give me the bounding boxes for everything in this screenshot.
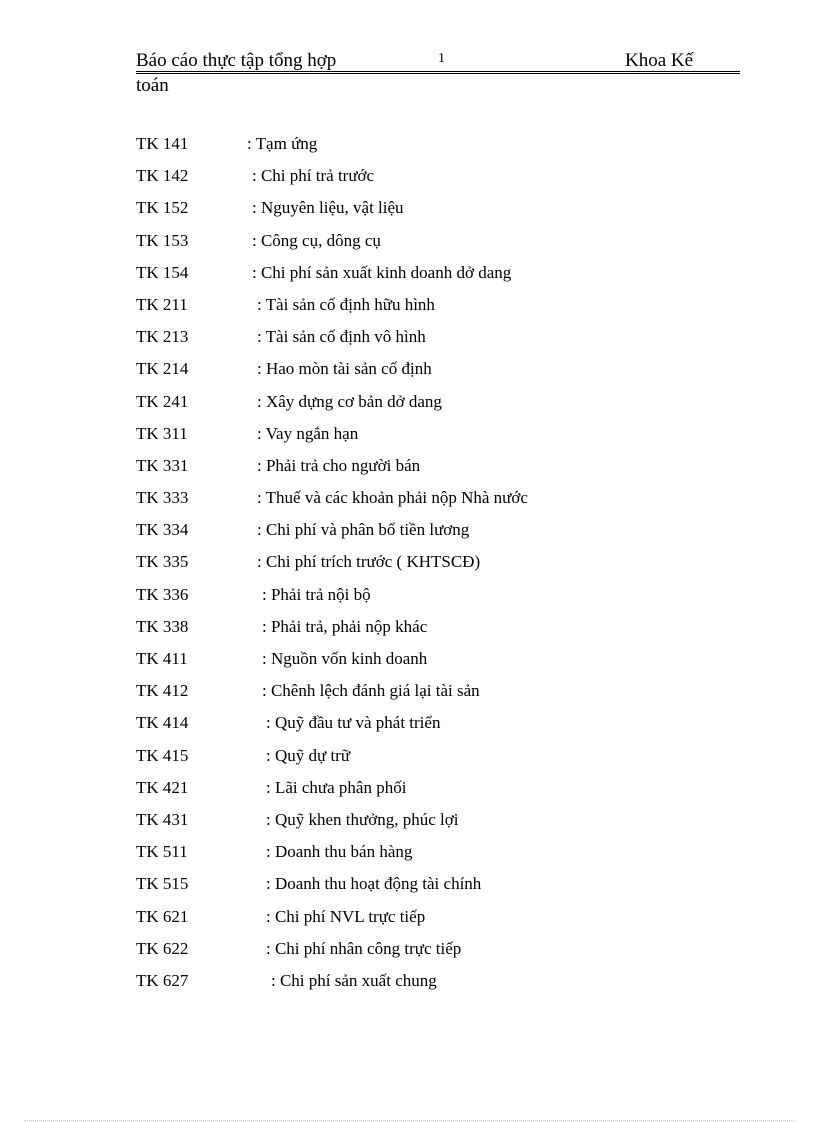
account-description: : Chi phí nhân công trực tiếp	[266, 938, 462, 958]
account-code: TK 622	[136, 938, 189, 958]
account-description: : Chi phí và phân bổ tiền lương	[257, 520, 470, 540]
account-code: TK 331	[136, 455, 189, 475]
account-description: : Doanh thu hoạt động tài chính	[266, 874, 482, 894]
account-code: TK 515	[136, 874, 189, 894]
account-description: : Chi phí sản xuất chung	[271, 970, 437, 990]
account-description: : Tài sản cố định vô hình	[257, 327, 426, 347]
account-code: TK 154	[136, 262, 189, 282]
account-code: TK 338	[136, 616, 189, 636]
report-title: Báo cáo thực tập tổng hợp	[136, 50, 337, 71]
account-description: : Lãi chưa phân phối	[266, 777, 407, 797]
account-description: : Quỹ đầu tư và phát triển	[266, 713, 441, 733]
account-code: TK 412	[136, 681, 189, 701]
account-description: : Quỹ khen thưởng, phúc lợi	[266, 809, 459, 829]
account-code: TK 511	[136, 842, 188, 862]
account-code: TK 421	[136, 777, 189, 797]
account-description: : Phải trả, phải nộp khác	[262, 616, 428, 636]
account-code: TK 335	[136, 552, 189, 572]
account-code: TK 213	[136, 327, 189, 347]
header-rule	[136, 71, 740, 72]
account-code: TK 152	[136, 198, 189, 218]
account-description: : Xây dựng cơ bản dở dang	[257, 391, 442, 411]
account-description: : Chi phí trích trước ( KHTSCĐ)	[257, 552, 481, 572]
department-name: Khoa Kế	[625, 50, 694, 71]
account-code: TK 211	[136, 294, 188, 314]
account-code: TK 415	[136, 745, 189, 765]
account-description: : Hao mòn tài sản cố định	[257, 359, 432, 379]
account-description: : Chi phí trả trước	[252, 166, 375, 186]
account-description: : Vay ngắn hạn	[257, 423, 359, 443]
header-rule-double	[136, 73, 740, 74]
account-description: : Doanh thu bán hàng	[266, 842, 413, 862]
account-description: : Chênh lệch đánh giá lại tài sản	[262, 681, 480, 701]
page-bottom-border	[24, 1120, 794, 1121]
account-code: TK 431	[136, 809, 189, 829]
account-description: : Chi phí NVL trực tiếp	[266, 906, 426, 926]
account-code: TK 241	[136, 391, 189, 411]
account-description: : Quỹ dự trữ	[266, 745, 351, 765]
account-code: TK 153	[136, 230, 189, 250]
account-description: : Tài sản cố định hữu hình	[257, 294, 435, 314]
account-code: TK 336	[136, 584, 189, 604]
account-description: : Nguyên liệu, vật liệu	[252, 198, 404, 218]
page-header	[136, 50, 740, 100]
account-code: TK 334	[136, 520, 189, 540]
account-description: : Thuế và các khoản phải nộp Nhà nước	[257, 488, 528, 508]
account-code: TK 333	[136, 488, 189, 508]
account-code: TK 414	[136, 713, 189, 733]
account-description: : Nguồn vốn kinh doanh	[262, 649, 428, 668]
account-description: : Tạm ứng	[247, 134, 318, 153]
account-description: : Chi phí sản xuất kinh doanh dở dang	[252, 262, 512, 282]
account-description: : Công cụ, dông cụ	[252, 230, 381, 250]
department-name-continuation: toán	[136, 75, 169, 96]
account-description: : Phải trả nội bộ	[262, 584, 371, 604]
account-code: TK 142	[136, 166, 189, 186]
account-description: : Phải trả cho người bán	[257, 455, 421, 475]
account-code: TK 141	[136, 134, 189, 153]
account-code: TK 311	[136, 423, 188, 443]
account-code: TK 621	[136, 906, 189, 926]
account-code: TK 214	[136, 359, 189, 379]
page-number: 1	[438, 51, 445, 66]
account-code: TK 627	[136, 970, 189, 990]
account-code: TK 411	[136, 649, 188, 668]
